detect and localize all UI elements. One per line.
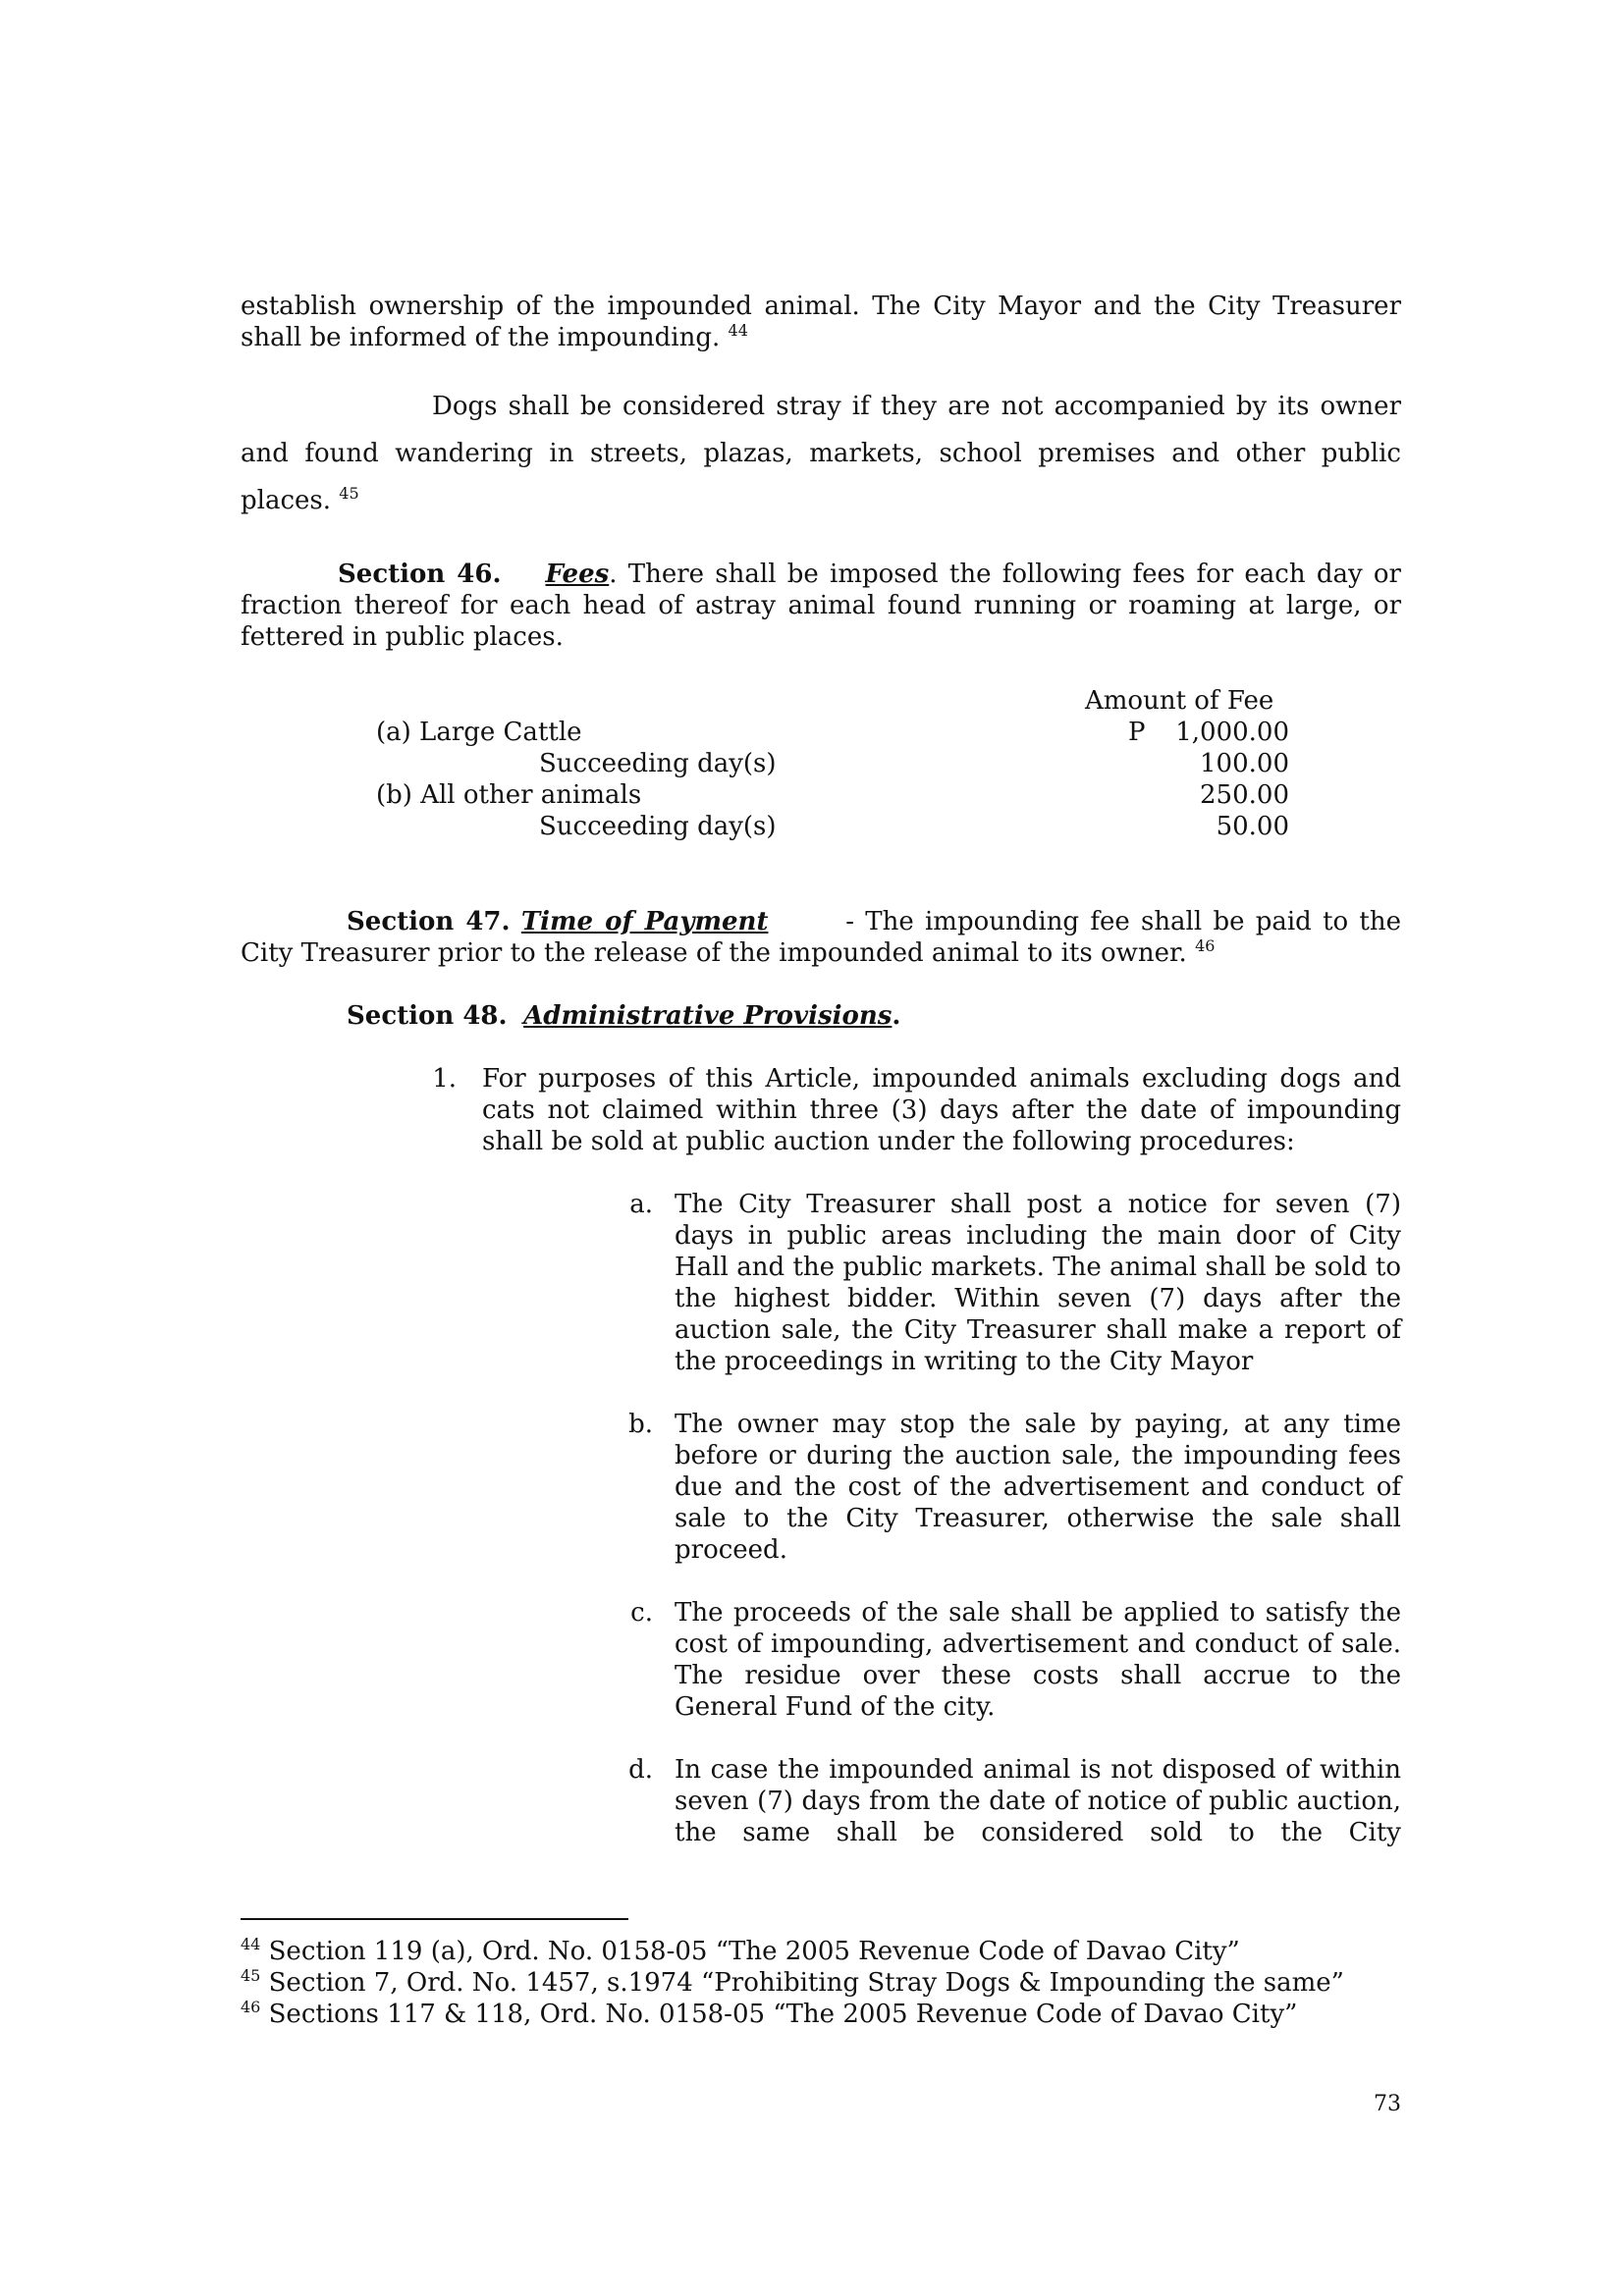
subitem-b-text: The owner may stop the sale by paying, at any time before or during the auction sale, the impounding fees due and the cost of the advertisement and conduct of sale to the City Treasurer, otherwise the sale shall proceed. [675,1410,1401,1565]
section-46-heading: Section 46. [338,560,502,589]
section-47: Section 47. Time of Payment - The impounding fee shall be paid to the City Treasurer prior to the release of the impounded animal to its owner. $^{46}$ [241,907,1401,968]
fee-row-amount: 1,000.00 [1175,718,1289,747]
subitem-d-text: In case the impounded animal is not disposed of within seven (7) days from the date of notice of public auction, the same shall be considered sold to the City [675,1755,1401,1847]
subitem-c-marker: c. [630,1598,653,1628]
fee-table-header: Amount of Fee [1085,686,1274,716]
subitem-a-text: The City Treasurer shall post a notice for seven (7) days in public areas including the main door of City Hall and the public markets. The animal shall be sold to the highest bidder. Within seven (7) days after the auction sale, the City Treasurer shall make a report of the proceedings in writing to the City Mayor [675,1190,1401,1376]
stray-dogs-paragraph: Dogs shall be considered stray if they are not accompanied by its owner and found wandering in streets, plazas, markets, school premises and other public places. $^{45}$ [241,392,1401,515]
section-47-title: Time of Payment [520,907,769,936]
subitem-a-marker: a. [629,1190,653,1219]
subitem-c-text: The proceeds of the sale shall be applied to satisfy the cost of impounding, advertisement and conduct of sale. The residue over these costs shall accrue to the General Fund of the city. [675,1598,1401,1722]
footnote-46: $^{46}$ Sections 117 & 118, Ord. No. 0158-05 “The 2005 Revenue Code of Davao City” [241,1998,1298,2029]
continuation-paragraph: establish ownership of the impounded animal. The City Mayor and the City Treasurer shall be informed of the impounding. $^{44}$ [241,292,1401,352]
subitem-d-marker: d. [628,1755,653,1785]
fee-row-label: Succeeding day(s) [539,812,777,841]
item-1-marker: 1. [432,1064,457,1094]
fee-row-currency: P [1128,718,1146,747]
footnote-ref-45[interactable]: 45 [339,484,359,503]
fee-row-amount: 100.00 [1200,749,1289,778]
fee-row-amount: 250.00 [1200,780,1289,810]
section-48-heading: Section 48. Administrative Provisions. [347,1001,901,1031]
subitem-b-marker: b. [628,1410,653,1439]
section-48-title: Administrative Provisions [523,1001,893,1031]
footnote-separator [241,1918,628,1920]
section-47-heading: Section 47. [347,907,511,936]
footnote-45: $^{45}$ Section 7, Ord. No. 1457, s.1974 “Prohibiting Stray Dogs & Impounding the same” [241,1966,1344,1998]
item-1-text: For purposes of this Article, impounded animals excluding dogs and cats not claimed within three (3) days after the date of impounding shall be sold at public auction under the following procedures: [482,1064,1401,1156]
footnote-ref-44[interactable]: 44 [728,321,748,340]
fee-row-amount: 50.00 [1216,812,1289,841]
footnote-44: $^{44}$ Section 119 (a), Ord. No. 0158-05 “The 2005 Revenue Code of Davao City” [241,1935,1240,1966]
fee-row-label: Succeeding day(s) [539,749,777,778]
section-46-title: Fees [545,560,610,589]
fee-row-label: (a) Large Cattle [376,718,582,747]
page-number: 73 [1374,2092,1401,2116]
footnote-ref-46[interactable]: 46 [1195,936,1216,955]
fee-row-label: (b) All other animals [376,780,642,810]
section-46: Section 46. Fees. There shall be imposed the following fees for each day or fraction thereof for each head of astray animal found running or roaming at large, or fettered in public places. [241,560,1401,652]
